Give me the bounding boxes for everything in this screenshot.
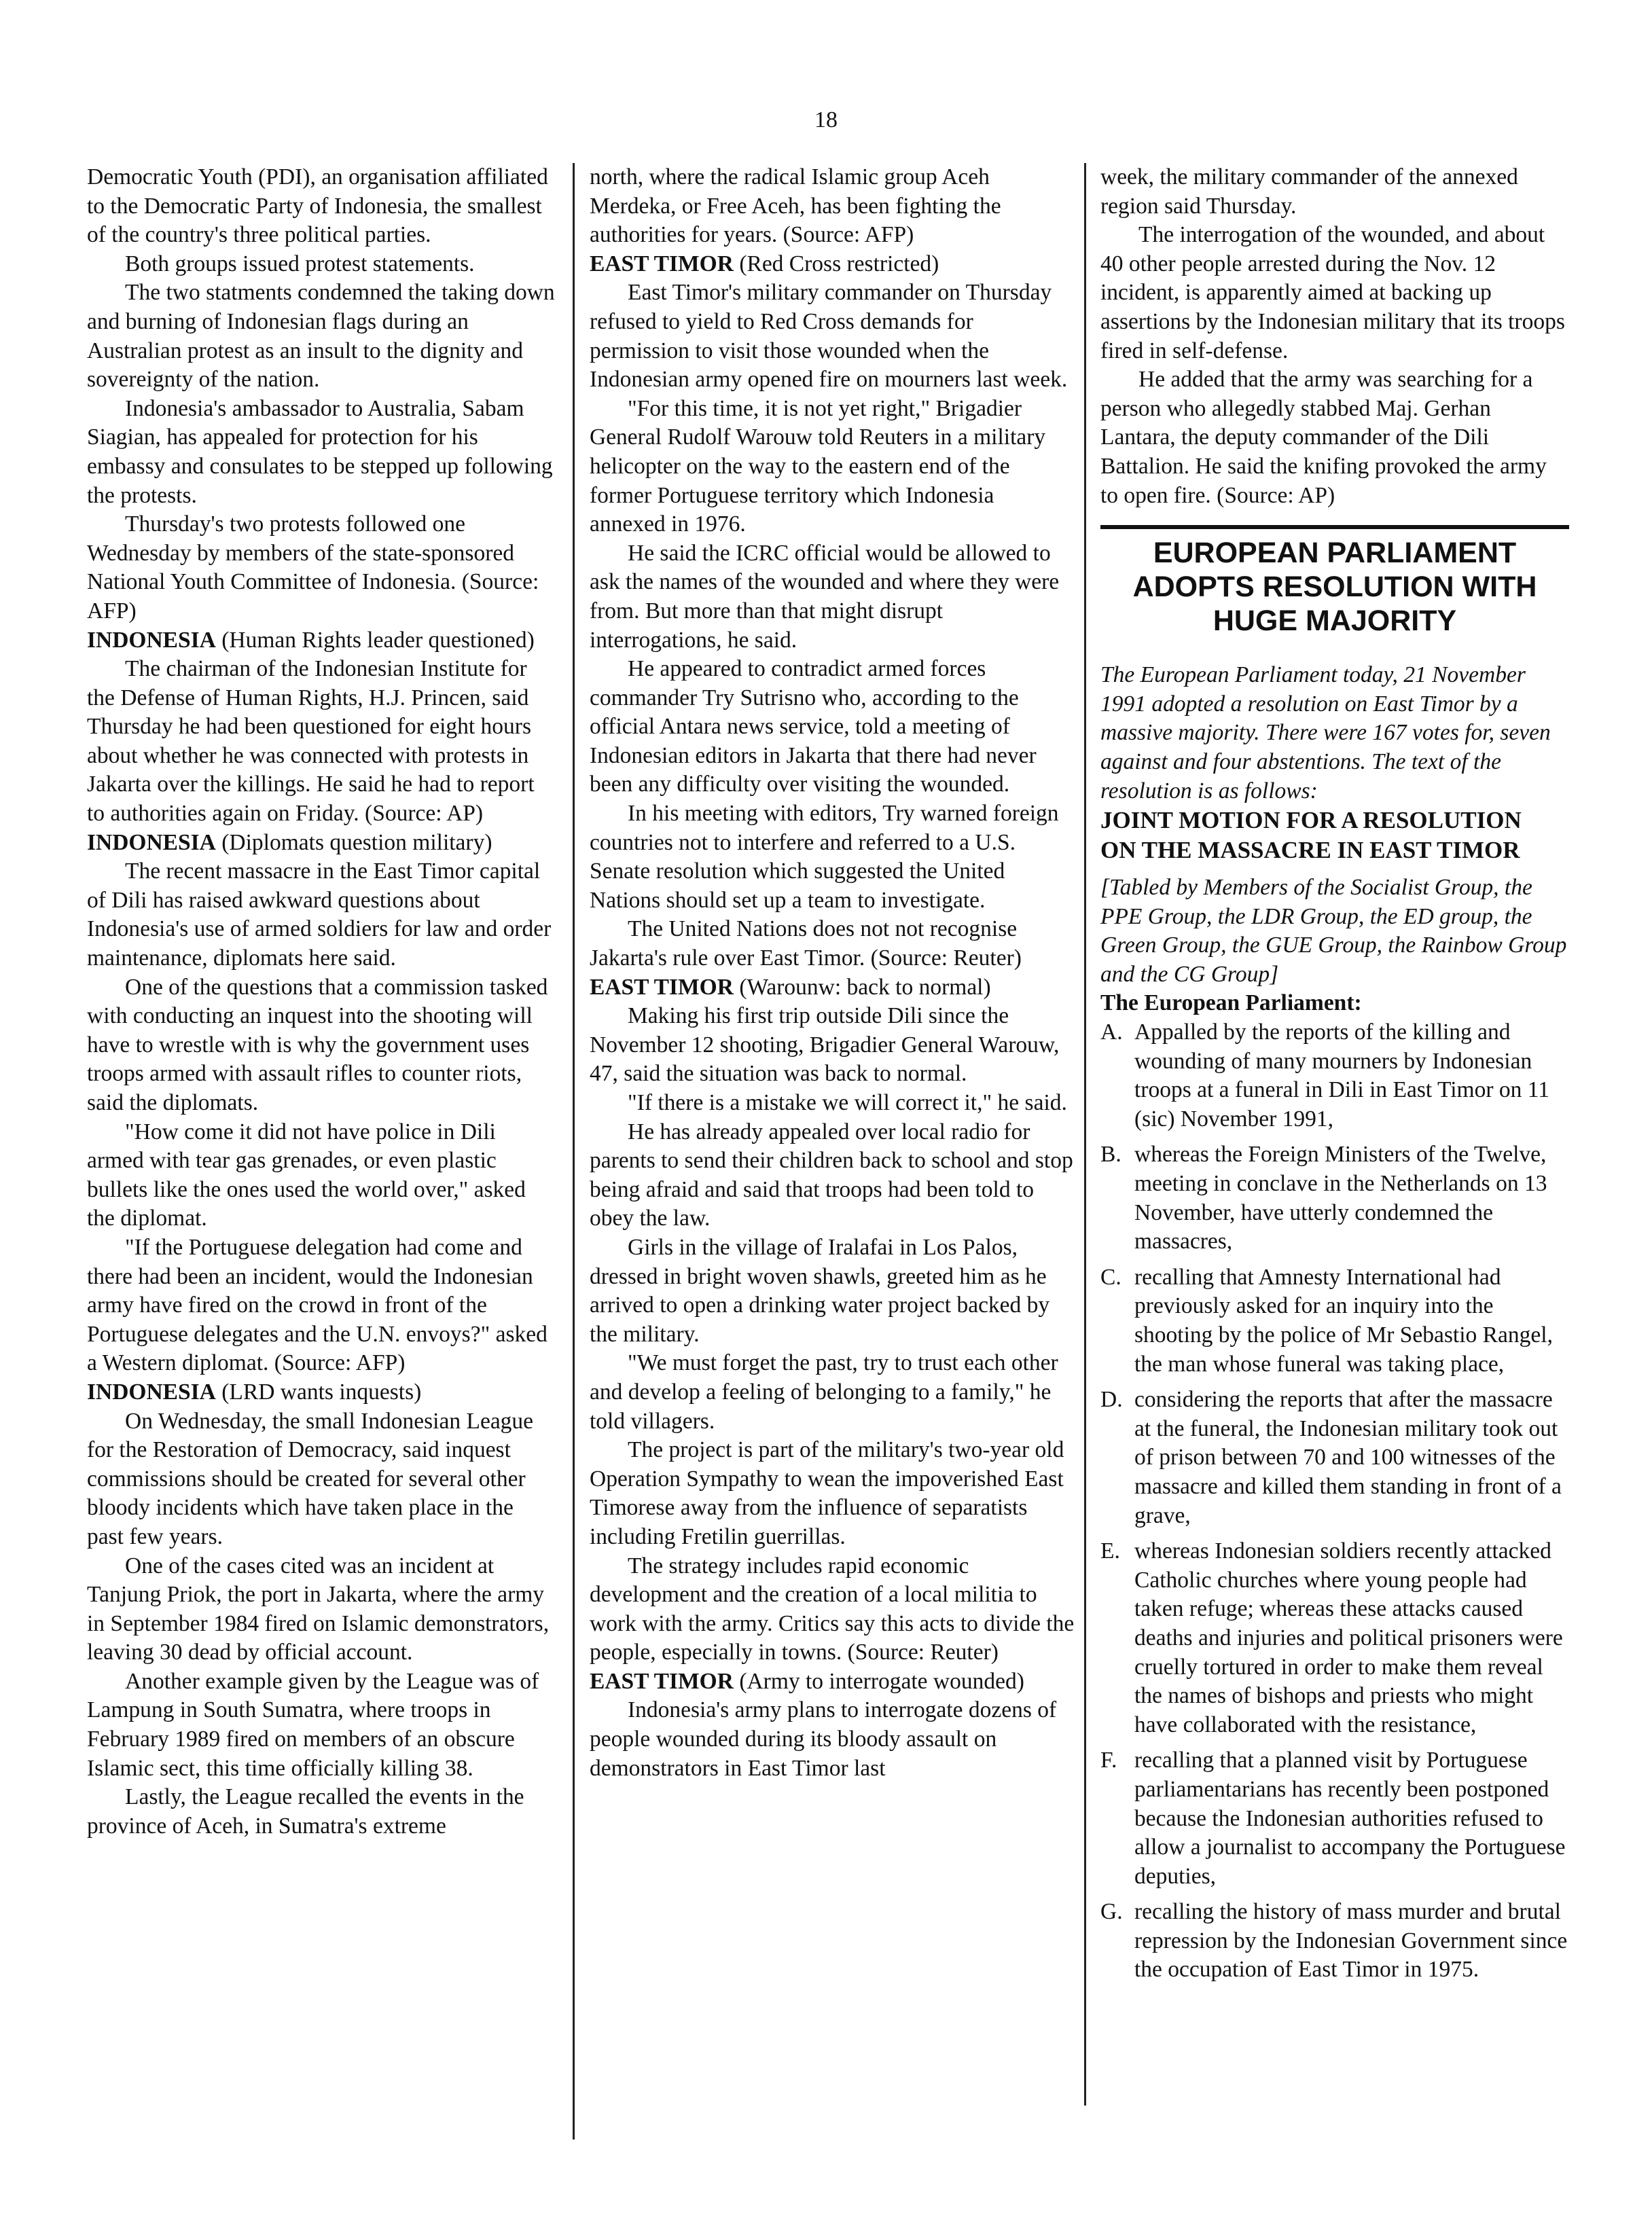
recital-item bbox=[1100, 1537, 1569, 1739]
section-subtitle: (LRD wants inquests) bbox=[221, 1379, 422, 1405]
recital-text: recalling that a planned visit by Portuguese parliamentarians has recently been postponed because the Indonesian authorities refused to allow a journalist to accompany the Portuguese deputies, bbox=[1134, 1748, 1566, 1889]
recital-text: recalling that Amnesty International had previously asked for an inquiry into the shooting by the police of Mr Sebastio Rangel, the man whose funeral was taking place, bbox=[1134, 1264, 1553, 1377]
headline-line: ADOPTS RESOLUTION WITH bbox=[1132, 571, 1537, 604]
recital-item bbox=[1100, 1898, 1569, 1985]
paragraph: Thursday's two protests followed one Wednesday by members of the state-sponsored National Youth Committee of Indonesia. (Source: AFP) bbox=[87, 511, 539, 624]
section-subtitle: (Warounw: back to normal) bbox=[739, 974, 991, 1000]
recital-list bbox=[1100, 1018, 1569, 1985]
paragraph: "How come it did not have police in Dili armed with tear gas grenades, or even plastic bullets like the ones used the world over," asked the diplomat. bbox=[87, 1119, 526, 1231]
column-2 bbox=[590, 163, 1075, 1783]
paragraph: "For this time, it is not yet right," Brigadier General Rudolf Warouw told Reuters in a military helicopter on the way to the eastern end of the former Portuguese territory which Indonesia annexed in 1976. bbox=[590, 395, 1046, 537]
section-keyword: EAST TIMOR bbox=[590, 974, 734, 1000]
column-divider bbox=[1084, 163, 1086, 2106]
headline-line: EUROPEAN PARLIAMENT bbox=[1153, 537, 1517, 570]
paragraph: He said the ICRC official would be allowed to ask the names of the wounded and where they were from. But more than that might disrupt interrogations, he said. bbox=[590, 540, 1060, 653]
paragraph: In his meeting with editors, Try warned foreign countries not to interfere and referred to a U.S. Senate resolution which suggested the United Nations should set up a team to investigate. bbox=[590, 801, 1059, 913]
paragraph: On Wednesday, the small Indonesian League for the Restoration of Democracy, said inquest commissions should be created for several other bloody incidents which have taken place in the past few years. bbox=[87, 1408, 534, 1549]
column-1 bbox=[87, 163, 556, 1841]
recital-item bbox=[1100, 1386, 1569, 1530]
feature-intro: The European Parliament today, 21 November 1991 adopted a resolution on East Timor by a massive majority. There were 167 votes for, seven against and four abstentions. The text of the resolution is as follows: bbox=[1100, 662, 1551, 803]
recital-letter: G. bbox=[1100, 1899, 1123, 1925]
recital-text: whereas Indonesian soldiers recently attacked Catholic churches where young people had taken refuge; whereas these attacks caused deaths and injuries and political prisoners were cruelly tortured in order to make them reveal the names of bishops and priests who might have collaborated with the resistance, bbox=[1134, 1538, 1563, 1737]
recital-letter: D. bbox=[1100, 1387, 1123, 1413]
headline-line: HUGE MAJORITY bbox=[1213, 604, 1457, 638]
article-continuation bbox=[1100, 163, 1569, 510]
recital-letter: C. bbox=[1100, 1264, 1121, 1290]
continued-paragraph: Democratic Youth (PDI), an organisation affiliated to the Democratic Party of Indonesia, the smallest of the country's three political parties. bbox=[87, 164, 548, 248]
paragraph: Lastly, the League recalled the events in the province of Aceh, in Sumatra's extreme bbox=[87, 1784, 524, 1839]
page-number: 18 bbox=[814, 107, 838, 132]
section-subtitle: (Human Rights leader questioned) bbox=[221, 627, 535, 653]
recital-text: considering the reports that after the massacre at the funeral, the Indonesian military took out of prison between 70 and 100 witnesses of the massacre and killed them standing in front of a grave, bbox=[1134, 1387, 1562, 1528]
recital-letter: F. bbox=[1100, 1748, 1117, 1773]
paragraph: The United Nations does not not recognise Jakarta's rule over East Timor. (Source: Reuter) bbox=[590, 916, 1022, 971]
paragraph: "If there is a mistake we will correct it," he said. bbox=[628, 1090, 1067, 1115]
recital-item bbox=[1100, 1140, 1569, 1256]
motion-title-line: ON THE MASSACRE IN EAST TIMOR bbox=[1100, 837, 1520, 864]
paragraph: He has already appealed over local radio for parents to send their children back to school and stop being afraid and said that troops had been told to obey the law. bbox=[590, 1119, 1073, 1231]
recital-text: whereas the Foreign Ministers of the Twelve, meeting in conclave in the Netherlands on 13 November, have utterly condemned the massacres, bbox=[1134, 1142, 1547, 1254]
paragraph: The recent massacre in the East Timor capital of Dili has raised awkward questions about Indonesia's use of armed soldiers for law and order maintenance, diplomats here said. bbox=[87, 859, 552, 971]
section-heading bbox=[590, 1667, 1075, 1697]
paragraph: The interrogation of the wounded, and about 40 other people arrested during the Nov. 12 incident, is apparently aimed at backing up assertions by the Indonesian military that its troops fired in self-defense. bbox=[1100, 222, 1565, 363]
section-rule bbox=[1100, 525, 1569, 529]
recital-letter: E. bbox=[1100, 1538, 1120, 1564]
recital-item bbox=[1100, 1746, 1569, 1891]
paragraph: The strategy includes rapid economic development and the creation of a local militia to work with the army. Critics say this acts to divide the people, especially in towns. (Source: Reuter) bbox=[590, 1553, 1075, 1665]
column-3 bbox=[1100, 163, 1569, 1991]
motion-title-line: JOINT MOTION FOR A RESOLUTION bbox=[1100, 807, 1522, 834]
paragraph: The chairman of the Indonesian Institute for the Defense of Human Rights, H.J. Princen, said Thursday he had been questioned for eight hours about whether he was connected with protests in Jakarta over the killings. He said he had to report to authorities again on Friday. (Source: AP) bbox=[87, 656, 535, 827]
section-heading bbox=[87, 829, 556, 858]
section-subtitle: (Diplomats question military) bbox=[221, 829, 492, 855]
section-heading bbox=[87, 1378, 556, 1407]
paragraph: Girls in the village of Iralafai in Los Palos, dressed in bright woven shawls, greeted him as he arrived to open a drinking water project backed by the military. bbox=[590, 1234, 1050, 1347]
section-keyword: INDONESIA bbox=[87, 829, 216, 855]
paragraph: Both groups issued protest statements. bbox=[125, 251, 475, 276]
feature-headline bbox=[1100, 536, 1569, 638]
paragraph: He added that the army was searching for a person who allegedly stabbed Maj. Gerhan Lantara, the deputy commander of the Dili Battalion. He said the knifing provoked the army to open fire. (Source: AP) bbox=[1100, 367, 1547, 508]
paragraph: The two statments condemned the taking down and burning of Indonesian flags during an Australian protest as an insult to the dignity and sovereignty of the nation. bbox=[87, 280, 555, 393]
paragraph: Indonesia's army plans to interrogate dozens of people wounded during its bloody assault on demonstrators in East Timor last bbox=[590, 1697, 1057, 1781]
section-heading bbox=[87, 626, 556, 655]
motion-title bbox=[1100, 806, 1569, 865]
paragraph: Indonesia's ambassador to Australia, Sabam Siagian, has appealed for protection for his embassy and consulates to be stepped up following the protests. bbox=[87, 395, 553, 508]
paragraph: Making his first trip outside Dili since the November 12 shooting, Brigadier General Warouw, 47, said the situation was back to normal. bbox=[590, 1003, 1060, 1087]
section-subtitle: (Red Cross restricted) bbox=[739, 251, 939, 276]
section-keyword: EAST TIMOR bbox=[590, 251, 734, 276]
paragraph: "We must forget the past, try to trust each other and develop a feeling of belonging to a family," he told villagers. bbox=[590, 1350, 1058, 1434]
continued-paragraph: north, where the radical Islamic group Aceh Merdeka, or Free Aceh, has been fighting the authorities for years. (Source: AFP) bbox=[590, 164, 1001, 248]
paragraph: The project is part of the military's two-year old Operation Sympathy to wean the impoverished East Timorese away from the influence of separatists including Fretilin guerrillas. bbox=[590, 1437, 1064, 1549]
column-divider bbox=[573, 163, 575, 2139]
section-heading bbox=[590, 250, 1075, 279]
paragraph: One of the questions that a commission tasked with conducting an inquest into the shooting will have to wrestle with is why the government uses troops armed with assault rifles to counter riots, said the diplomats. bbox=[87, 974, 548, 1115]
paragraph: East Timor's military commander on Thursday refused to yield to Red Cross demands for permission to visit those wounded when the Indonesian army opened fire on mourners last week. bbox=[590, 280, 1068, 393]
recital-letter: A. bbox=[1100, 1019, 1123, 1045]
paragraph: He appeared to contradict armed forces commander Try Sutrisno who, according to the official Antara news service, told a meeting of Indonesian editors in Jakarta that there had never been any difficulty over visiting the wounded. bbox=[590, 656, 1037, 797]
recital-item bbox=[1100, 1018, 1569, 1134]
tabled-by-note: [Tabled by Members of the Socialist Group, the PPE Group, the LDR Group, the ED group, the Green Group, the GUE Group, the Rainbow Group and the CG Group] bbox=[1100, 875, 1567, 987]
recital-text: recalling the history of mass murder and brutal repression by the Indonesian Government since the occupation of East Timor in 1975. bbox=[1134, 1899, 1568, 1983]
section-keyword: INDONESIA bbox=[87, 627, 216, 653]
section-subtitle: (Army to interrogate wounded) bbox=[739, 1668, 1024, 1694]
section-keyword: INDONESIA bbox=[87, 1379, 216, 1405]
recital-item bbox=[1100, 1263, 1569, 1379]
paragraph: "If the Portuguese delegation had come and there had been an incident, would the Indonesian army have fired on the crowd in front of the Portuguese delegates and the U.N. envoys?" asked a Western diplomat. (Source: AFP) bbox=[87, 1234, 547, 1376]
recital-letter: B. bbox=[1100, 1142, 1121, 1168]
recital-text: Appalled by the reports of the killing and wounding of many mourners by Indonesian troops at a funeral in Dili in East Timor on 11 (sic) November 1991, bbox=[1134, 1019, 1550, 1132]
section-heading bbox=[590, 973, 1075, 1003]
paragraph: One of the cases cited was an incident at Tanjung Priok, the port in Jakarta, where the army in September 1984 fired on Islamic demonstrators, leaving 30 dead by official account. bbox=[87, 1553, 550, 1665]
parliament-label: The European Parliament: bbox=[1100, 990, 1362, 1016]
continued-paragraph: week, the military commander of the annexed region said Thursday. bbox=[1100, 164, 1518, 219]
paragraph: Another example given by the League was of Lampung in South Sumatra, where troops in February 1989 fired on members of an obscure Islamic sect, this time officially killing 38. bbox=[87, 1668, 539, 1781]
section-keyword: EAST TIMOR bbox=[590, 1668, 734, 1694]
